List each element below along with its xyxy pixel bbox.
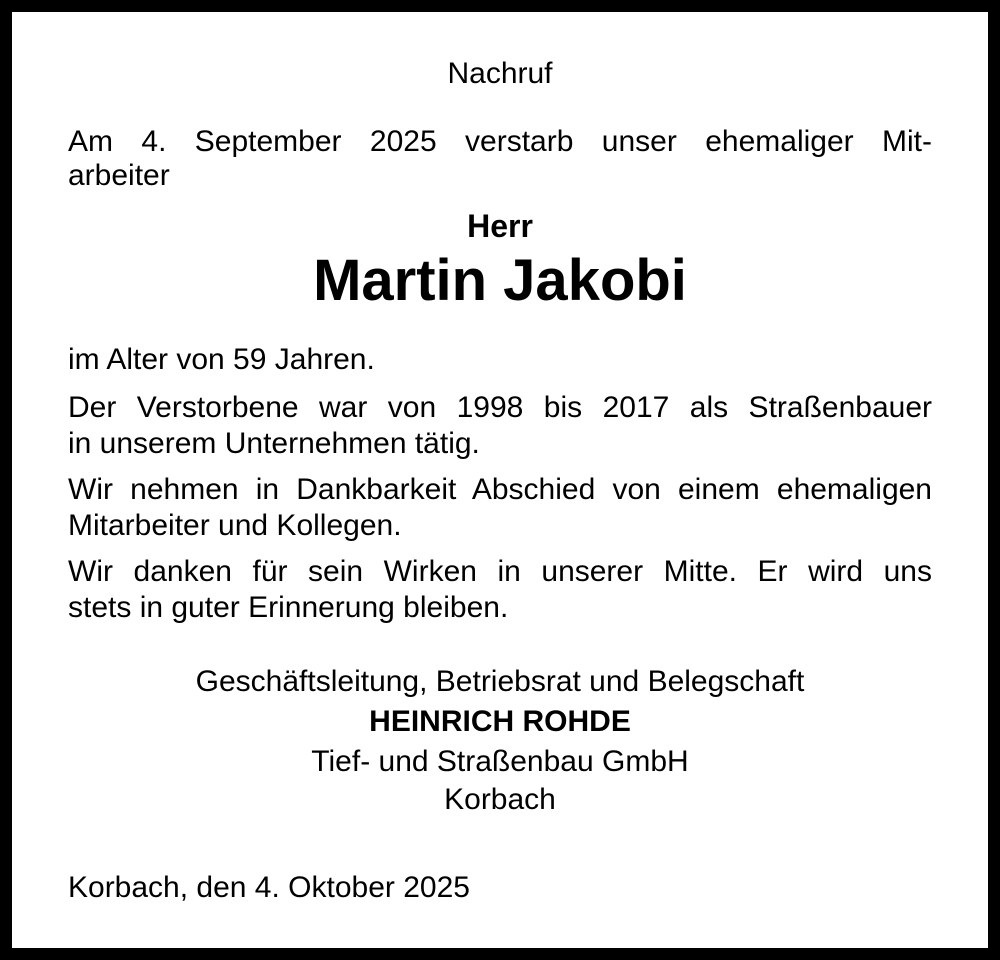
signature-line: Geschäftsleitung, Betriebsrat und Belegschaft xyxy=(195,665,805,698)
paragraph-4-line-1: Wir danken für sein Wirken in unserer Mitte. Er wird uns xyxy=(68,555,932,588)
company-city: Korbach xyxy=(444,783,556,816)
paragraph-3-line-2: Mitarbeiter und Kollegen. xyxy=(68,509,402,542)
paragraph-2-line-1: Der Verstorbene war von 1998 bis 2017 als Straßenbauer xyxy=(68,391,932,424)
paragraph-4-line-2: stets in guter Erinnerung bleiben. xyxy=(68,591,509,624)
intro-line-1: Am 4. September 2025 verstarb unser ehemaliger Mit- xyxy=(68,125,932,158)
notice-heading: Nachruf xyxy=(447,57,553,90)
paragraph-3-line-1: Wir nehmen in Dankbarkeit Abschied von einem ehemaligen xyxy=(68,473,932,506)
intro-line-2: arbeiter xyxy=(68,159,170,192)
salutation: Herr xyxy=(467,208,533,244)
place-date: Korbach, den 4. Oktober 2025 xyxy=(68,871,470,904)
company-type: Tief- und Straßenbau GmbH xyxy=(311,745,689,778)
deceased-name: Martin Jakobi xyxy=(313,248,687,313)
age-line: im Alter von 59 Jahren. xyxy=(68,343,375,376)
company-name: HEINRICH ROHDE xyxy=(369,705,631,738)
paragraph-2-line-2: in unserem Unternehmen tätig. xyxy=(68,427,480,460)
